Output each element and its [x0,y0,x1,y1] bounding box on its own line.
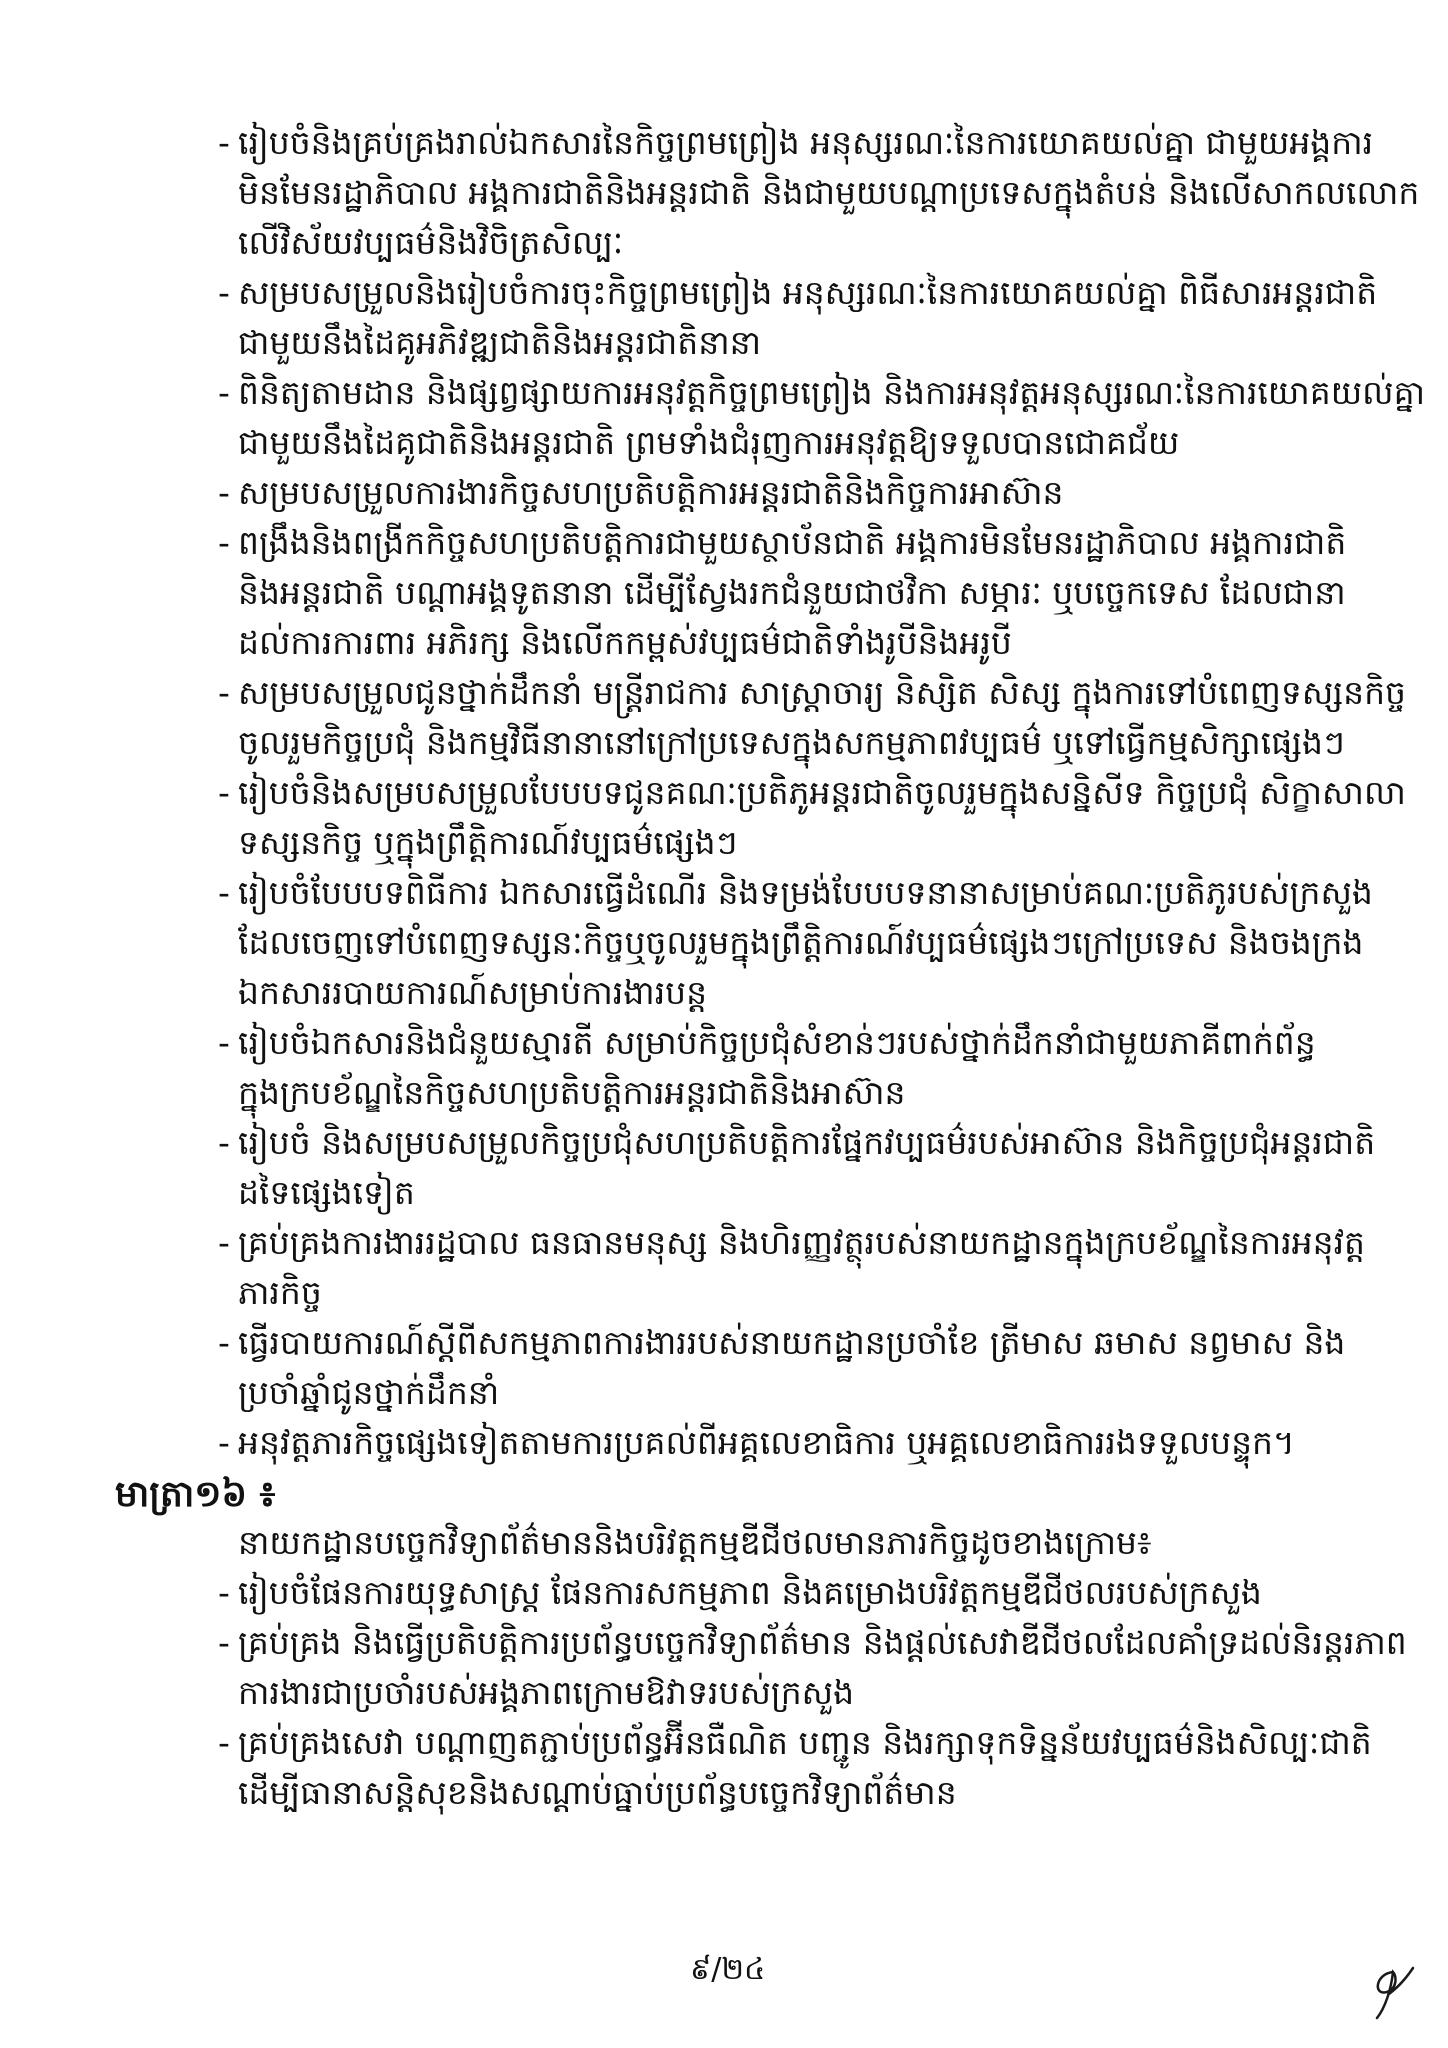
list-item-continuation: ដល់ការការពារ អភិរក្ស និងលើកកម្ពស់វប្បធម៌ជាតិទាំងរូបីនិងអរូបី [238,623,1012,662]
bullet-dash: - [218,1223,230,1262]
bullet-dash: - [218,473,230,512]
bullet-dash: - [218,1123,230,1162]
bullet-dash: - [218,523,230,562]
bullet-dash: - [218,1323,230,1362]
bullet-dash: - [218,873,230,912]
bullet-dash: - [218,1623,230,1662]
bullet-dash: - [218,373,230,412]
list-item-continuation: ជាមួយនឹងដៃគូជាតិនិងអន្តរជាតិ ព្រមទាំងជំរុញការអនុវត្តឱ្យទទួលបានជោគជ័យ [238,423,1180,462]
document-page: - រៀបចំនិងគ្រប់គ្រងរាល់ឯកសារនៃកិច្ចព្រមព្រៀង អនុស្សរណៈនៃការយោគយល់គ្នា ជាមួយអង្គការ មិនមែនរដ្ឋាភិបាល អង្គការជាតិនិងអន្តរជាតិ និងជាមួយបណ្តាប្រទេសក្នុងតំបន់ និងលើសាកលលោក លើវិស័យវប្បធម៌និងវិចិត្រសិល្បៈ - សម្របសម្រួលនិងរៀបចំការចុះកិច្ចព្រមព្រៀង អនុស្សរណៈនៃការយោគយល់គ្នា ពិធីសារអន្តរជាតិ ជាមួយនឹងដៃគូអភិវឌ្ឍជាតិនិងអន្តរជាតិនានា - ពិនិត្យតាមដាន និងផ្សព្វផ្សាយការអនុវត្តកិច្ចព្រមព្រៀង និងការអនុវត្តអនុស្សរណៈនៃការយោគយល់គ្នា ជាមួយនឹងដៃគូជាតិនិងអន្តរជាតិ ព្រមទាំងជំរុញការអនុវត្តឱ្យទទួលបានជោគជ័យ - សម្របសម្រួលការងារកិច្ចសហប្រតិបត្តិការអន្តរជាតិនិងកិច្ចការអាស៊ាន - ពង្រឹងនិងពង្រីកកិច្ចសហប្រតិបត្តិការជាមួយស្ថាប័នជាតិ អង្គការមិនមែនរដ្ឋាភិបាល អង្គការជាតិ និងអន្តរជាតិ បណ្តាអង្គទូតនានា ដើម្បីស្វែងរកជំនួយជាថវិកា សម្ភារៈ ឬបច្ចេកទេស ដែលជានា ដល់ការការពារ អភិរក្ស និងលើកកម្ពស់វប្បធម៌ជាតិទាំងរូបីនិងអរូបី - សម្របសម្រួលជូនថ្នាក់ដឹកនាំ មន្ត្រីរាជការ សាស្ត្រាចារ្យ និស្សិត សិស្ស ក្នុងការទៅបំពេញទស្សនកិច្ច ចូលរួមកិច្ចប្រជុំ និងកម្មវិធីនានានៅក្រៅប្រទេសក្នុងសកម្មភាពវប្បធម៌ ឬទៅធ្វើកម្មសិក្សាផ្សេងៗ - រៀបចំនិងសម្របសម្រួលបែបបទជូនគណៈប្រតិភូអន្តរជាតិចូលរួមក្នុងសន្និសីទ កិច្ចប្រជុំ សិក្ខាសាលា ទស្សនកិច្ច ឬក្នុងព្រឹត្តិការណ៍វប្បធម៌ផ្សេងៗ - រៀបចំបែបបទពិធីការ ឯកសារធ្វើដំណើរ និងទម្រង់បែបបទនានាសម្រាប់គណៈប្រតិភូរបស់ក្រសួង ដែលចេញទៅបំពេញទស្សនៈកិច្ចឬចូលរួមក្នុងព្រឹត្តិការណ៍វប្បធម៌ផ្សេងៗក្រៅប្រទេស និងចងក្រង ឯកសាររបាយការណ៍សម្រាប់ការងារបន្ត - រៀបចំឯកសារនិងជំនួយស្មារតី សម្រាប់កិច្ចប្រជុំសំខាន់ៗរបស់ថ្នាក់ដឹកនាំជាមួយភាគីពាក់ព័ន្ធ ក្នុងក្របខ័ណ្ឌនៃកិច្ចសហប្រតិបត្តិការអន្តរជាតិនិងអាស៊ាន - រៀបចំ និងសម្របសម្រួលកិច្ចប្រជុំសហប្រតិបត្តិការផ្នែកវប្បធម៌របស់អាស៊ាន និងកិច្ចប្រជុំអន្តរជាតិ ដទៃផ្សេងទៀត - គ្រប់គ្រងការងាររដ្ឋបាល ធនធានមនុស្ស និងហិរញ្ញវត្ថុរបស់នាយកដ្ឋានក្នុងក្របខ័ណ្ឌនៃការអនុវត្ត ភារកិច្ច - ធ្វើរបាយការណ៍ស្តីពីសកម្មភាពការងាររបស់នាយកដ្ឋានប្រចាំខែ ត្រីមាស ឆមាស នព្វមាស និង ប្រចាំឆ្នាំជូនថ្នាក់ដឹកនាំ - អនុវត្តភារកិច្ចផ្សេងទៀតតាមការប្រគល់ពីអគ្គលេខាធិការ ឬអគ្គលេខាធិការរងទទួលបន្ទុក។ មាត្រា១៦ ៖ នាយកដ្ឋានបច្ចេកវិទ្យាព័ត៌មាននិងបរិវត្តកម្មឌីជីថលមានភារកិច្ចដូចខាងក្រោម៖ - រៀបចំផែនការយុទ្ធសាស្ត្រ ផែនការសកម្មភាព និងគម្រោងបរិវត្តកម្មឌីជីថលរបស់ក្រសួង - គ្រប់គ្រង និងធ្វើប្រតិបត្តិការប្រព័ន្ធបច្ចេកវិទ្យាព័ត៌មាន និងផ្តល់សេវាឌីជីថលដែលគាំទ្រដល់និរន្តរភាព ការងារជាប្រចាំរបស់អង្គភាពក្រោមឱវាទរបស់ក្រសួង - គ្រប់គ្រងសេវា បណ្តាញតភ្ជាប់ប្រព័ន្ធអ៊ីនធឺណិត បញ្ជូន និងរក្សាទុកទិន្នន័យវប្បធម៌និងសិល្បៈជាតិ ដើម្បីធានាសន្តិសុខនិងសណ្តាប់ធ្នាប់ប្រព័ន្ធបច្ចេកវិទ្យាព័ត៌មាន ៩/២៤ [0,0,1448,2048]
bullet-dash: - [218,1023,230,1062]
list-item-continuation: ការងារជាប្រចាំរបស់អង្គភាពក្រោមឱវាទរបស់ក្រសួង [238,1673,855,1712]
bullet-dash: - [218,273,230,312]
bullet-dash: - [218,123,230,162]
page-number: ៩/២៤ [690,1952,766,1987]
list-item-continuation: ដែលចេញទៅបំពេញទស្សនៈកិច្ចឬចូលរួមក្នុងព្រឹត្តិការណ៍វប្បធម៌ផ្សេងៗក្រៅប្រទេស និងចងក្រង [238,923,1364,962]
list-item-continuation: ចូលរួមកិច្ចប្រជុំ និងកម្មវិធីនានានៅក្រៅប្រទេសក្នុងសកម្មភាពវប្បធម៌ ឬទៅធ្វើកម្មសិក្សាផ្សេងៗ [238,723,1345,762]
list-item-continuation: ភារកិច្ច [238,1273,322,1312]
list-item-continuation: ឯកសាររបាយការណ៍សម្រាប់ការងារបន្ត [238,973,708,1012]
bullet-dash: - [218,673,230,712]
list-item-continuation: ជាមួយនឹងដៃគូអភិវឌ្ឍជាតិនិងអន្តរជាតិនានា [238,323,762,362]
bullet-dash: - [218,773,230,812]
bullet-dash: - [218,1723,230,1762]
list-item-continuation: ក្នុងក្របខ័ណ្ឌនៃកិច្ចសហប្រតិបត្តិការអន្តរជាតិនិងអាស៊ាន [238,1073,906,1112]
bullet-dash: - [218,1573,230,1612]
list-item-continuation: ទស្សនកិច្ច ឬក្នុងព្រឹត្តិការណ៍វប្បធម៌ផ្សេងៗ [238,823,738,862]
list-item-continuation: និងអន្តរជាតិ បណ្តាអង្គទូតនានា ដើម្បីស្វែងរកជំនួយជាថវិកា សម្ភារៈ ឬបច្ចេកទេស ដែលជានា [238,573,1346,612]
initials-signature [1363,1962,1418,2022]
list-item-continuation: ដទៃផ្សេងទៀត [238,1173,415,1212]
bullet-dash: - [218,1423,230,1462]
article-heading: មាត្រា១៦ ៖ [115,1474,276,1515]
list-item-continuation: លើវិស័យវប្បធម៌និងវិចិត្រសិល្បៈ [238,223,624,262]
list-item-continuation: មិនមែនរដ្ឋាភិបាល អង្គការជាតិនិងអន្តរជាតិ និងជាមួយបណ្តាប្រទេសក្នុងតំបន់ និងលើសាកលលោក [238,173,1420,212]
article-intro: នាយកដ្ឋានបច្ចេកវិទ្យាព័ត៌មាននិងបរិវត្តកម្មឌីជីថលមានភារកិច្ចដូចខាងក្រោម៖ [238,1523,1152,1562]
list-item-continuation: ប្រចាំឆ្នាំជូនថ្នាក់ដឹកនាំ [238,1373,500,1412]
list-item-continuation: ដើម្បីធានាសន្តិសុខនិងសណ្តាប់ធ្នាប់ប្រព័ន្ធបច្ចេកវិទ្យាព័ត៌មាន [238,1773,957,1812]
